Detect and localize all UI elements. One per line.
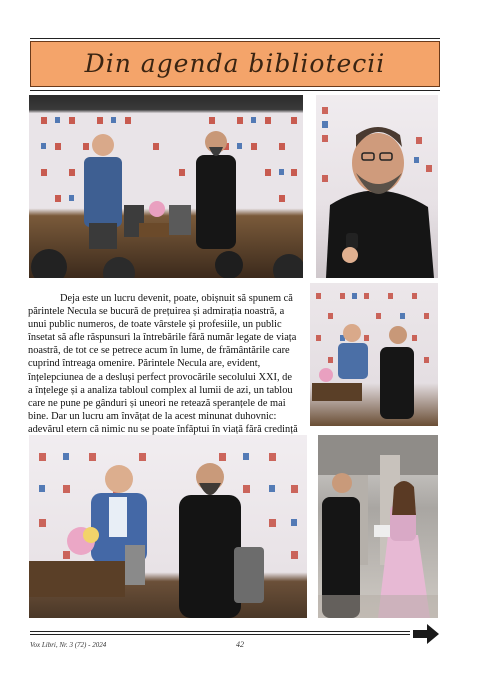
- article-line: bine. Dar un lucru am învățat de la acest minunat duhovnic:: [28, 410, 277, 422]
- article-line: unui public numeros, de toate vârstele și profesiile, un public: [28, 319, 282, 331]
- section-title: Din agenda bibliotecii: [84, 49, 386, 78]
- article-line: a înțelege și a analiza tabloul complex al lumii de azi, un tablou: [28, 384, 293, 396]
- photo-book-signing: [318, 435, 438, 618]
- photo-stage-conversation: [310, 283, 438, 426]
- page-number: 42: [236, 640, 244, 649]
- signing-graphic: [318, 435, 438, 618]
- article-line: cuprind întreaga omenire. Părintele Necula are, evident,: [28, 358, 261, 370]
- article-line: care ne pune pe gânduri și uneori ne retează speranțele de mai: [28, 397, 286, 409]
- article-line: înțelepciunea de a desluși perfect provocările secolului XXI, de: [28, 371, 292, 383]
- interview-graphic: [316, 95, 438, 278]
- article-line: părintele Necula se bucură de prețuirea și admirația noastră, a: [28, 306, 285, 318]
- article-line: noastră, de tot ce se petrece acum în lume, de frământările care: [28, 345, 290, 357]
- footer-rule-bottom: [30, 634, 410, 635]
- section-banner: [30, 41, 440, 87]
- photo-event-stage-wide: [29, 95, 303, 278]
- article-line: Deja este un lucru devenit, poate, obișnuit să spunem că: [60, 293, 293, 304]
- article-line: însetat să afle răspunsuri la întrebările fără număr legate de viața: [28, 332, 297, 344]
- arrow-right-icon[interactable]: [413, 624, 439, 644]
- footer-rule-top: [30, 631, 410, 632]
- header-bottom-rule: [30, 90, 440, 91]
- journal-issue: Vox Libri, Nr. 3 (72) - 2024: [30, 641, 107, 649]
- article-body: [28, 292, 304, 436]
- photo-stage-closeup: [29, 435, 307, 618]
- header-top-rule: [30, 38, 440, 39]
- photo-priest-interview: [316, 95, 438, 278]
- stage-backdrop-graphic: [29, 95, 303, 278]
- closeup-graphic: [29, 435, 307, 618]
- conversation-graphic: [310, 283, 438, 426]
- article-line: adevărul etern că nimic nu se poate înfăptui în viață fără credință: [28, 423, 298, 435]
